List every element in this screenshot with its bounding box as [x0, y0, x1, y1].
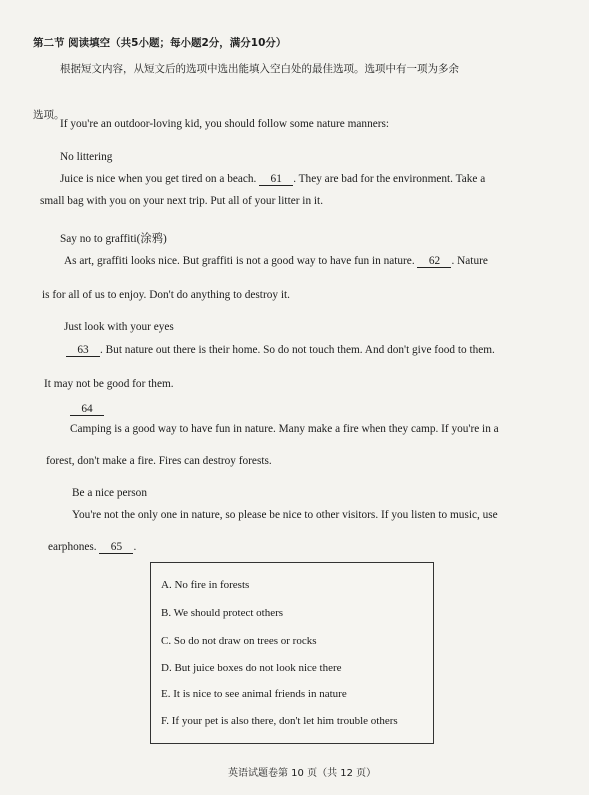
- blank-63: 63: [66, 344, 100, 357]
- passage-intro: If you're an outdoor-loving kid, you should follow some nature manners:: [60, 118, 390, 130]
- paragraph-text: . They are bad for the environment. Take a: [293, 173, 486, 185]
- paragraph-text: .: [133, 541, 137, 553]
- option-f: F. If your pet is also there, don't let him trouble others: [161, 715, 398, 727]
- subheading-graffiti: Say no to graffiti(涂鸦): [60, 233, 167, 245]
- paragraph-1-line-2: small bag with you on your next trip. Put all of your litter in it.: [40, 195, 324, 207]
- paragraph-text: As art, graffiti looks nice. But graffiti is not a good way to have fun in nature.: [64, 255, 415, 267]
- options-box: [150, 562, 434, 744]
- paragraph-5-line-2: [48, 540, 136, 554]
- instruction-line-1: 根据短文内容，从短文后的选项中选出能填入空白处的最佳选项。选项中有一项为多余: [60, 63, 459, 75]
- paragraph-text: . Nature: [451, 255, 488, 267]
- paragraph-2-line-1: [64, 254, 488, 268]
- paragraph-text: earphones.: [48, 541, 97, 553]
- paragraph-3-line-1: [66, 343, 495, 357]
- paragraph-4-line-1: Camping is a good way to have fun in nature. Many make a fire when they camp. If you're in a: [70, 423, 499, 435]
- paragraph-4-line-2: forest, don't make a fire. Fires can destroy forests.: [46, 455, 272, 467]
- page-footer: 英语试题卷第 10 页（共 12 页）: [228, 768, 377, 779]
- paragraph-5-line-1: You're not the only one in nature, so please be nice to other visitors. If you listen to music, use: [72, 509, 498, 521]
- option-d: D. But juice boxes do not look nice there: [161, 662, 342, 674]
- section-heading: 第二节 阅读填空（共5小题；每小题2分，满分10分）: [33, 37, 287, 49]
- paragraph-4-heading: [70, 402, 104, 416]
- paragraph-text: . But nature out there is their home. So do not touch them. And don't give food to them.: [100, 344, 495, 356]
- blank-62: 62: [417, 255, 451, 268]
- paragraph-text: Juice is nice when you get tired on a beach.: [60, 173, 257, 185]
- blank-64: 64: [70, 403, 104, 416]
- option-c: C. So do not draw on trees or rocks: [161, 635, 317, 647]
- paragraph-1-line-1: [60, 172, 485, 186]
- subheading-no-littering: No littering: [60, 151, 113, 163]
- blank-65: 65: [99, 541, 133, 554]
- option-b: B. We should protect others: [161, 607, 284, 619]
- subheading-nice-person: Be a nice person: [72, 487, 147, 499]
- option-e: E. It is nice to see animal friends in nature: [161, 688, 347, 700]
- blank-61: 61: [259, 173, 293, 186]
- paragraph-2-line-2: is for all of us to enjoy. Don't do anything to destroy it.: [42, 289, 290, 301]
- option-a: A. No fire in forests: [161, 579, 250, 591]
- subheading-look-with-eyes: Just look with your eyes: [64, 321, 174, 333]
- instruction-line-2: 选项。: [33, 109, 65, 121]
- paragraph-3-line-2: It may not be good for them.: [44, 378, 174, 390]
